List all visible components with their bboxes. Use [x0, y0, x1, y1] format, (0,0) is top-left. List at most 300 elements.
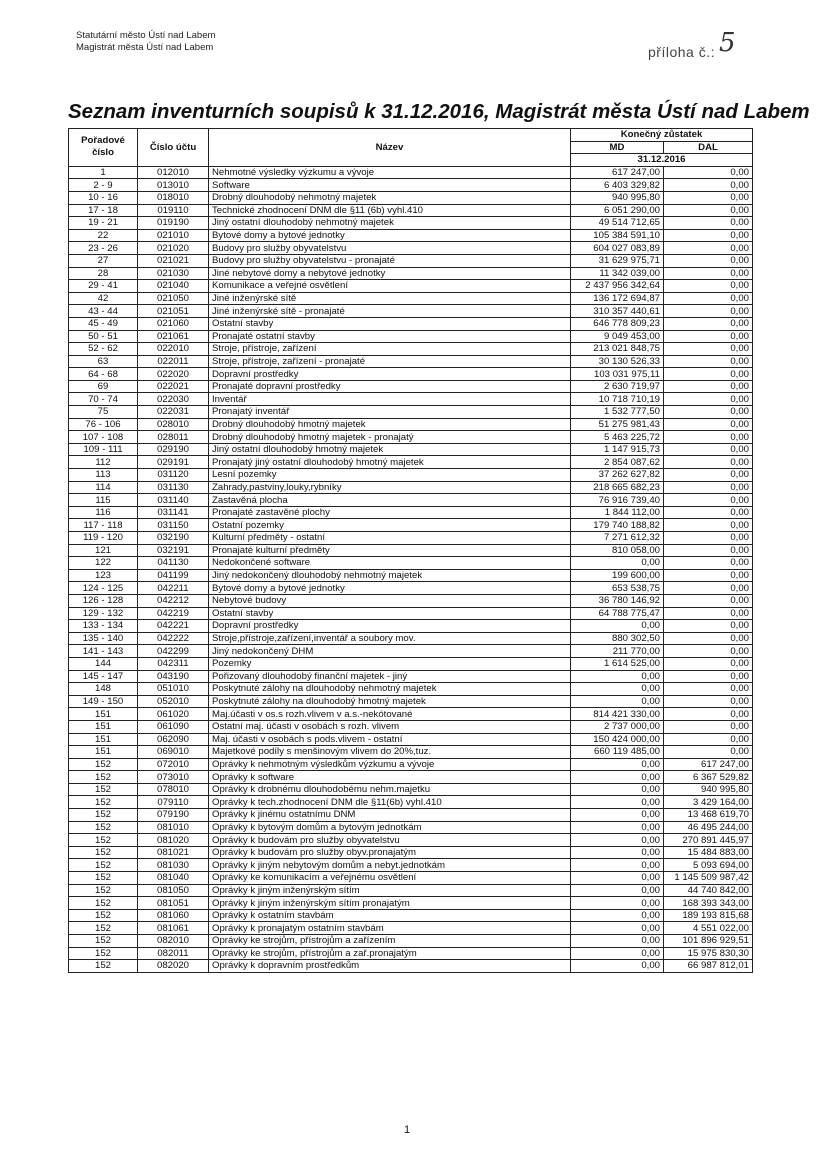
- cell-name: Budovy pro služby obyvatelstvu - pronajaté: [209, 254, 571, 267]
- cell-md: 103 031 975,11: [571, 368, 664, 381]
- header-md: MD: [571, 141, 664, 154]
- cell-dal: 0,00: [664, 418, 753, 431]
- cell-dal: 270 891 445,97: [664, 834, 753, 847]
- cell-md: 218 665 682,23: [571, 481, 664, 494]
- cell-md: 10 718 710,19: [571, 393, 664, 406]
- table-row: [69, 771, 753, 784]
- table-row: [69, 254, 753, 267]
- cell-account-number: 028011: [138, 431, 209, 444]
- cell-dal: 0,00: [664, 657, 753, 670]
- cell-account-number: 042222: [138, 632, 209, 645]
- cell-md: 0,00: [571, 695, 664, 708]
- cell-order-number: 152: [69, 809, 138, 822]
- table-row: [69, 229, 753, 242]
- cell-md: 2 630 719,97: [571, 380, 664, 393]
- cell-name: Ostatní pozemky: [209, 519, 571, 532]
- cell-name: Majetkové podíly s menšinovým vlivem do 20%,tuz.: [209, 746, 571, 759]
- cell-order-number: 112: [69, 456, 138, 469]
- table-row: [69, 872, 753, 885]
- cell-order-number: 28: [69, 267, 138, 280]
- cell-account-number: 021021: [138, 254, 209, 267]
- cell-dal: 0,00: [664, 443, 753, 456]
- cell-dal: 0,00: [664, 217, 753, 230]
- cell-name: Kulturní předměty - ostatní: [209, 532, 571, 545]
- cell-md: 0,00: [571, 922, 664, 935]
- table-row: [69, 355, 753, 368]
- cell-md: 0,00: [571, 846, 664, 859]
- table-row: [69, 481, 753, 494]
- cell-name: Dopravní prostředky: [209, 368, 571, 381]
- cell-account-number: 021020: [138, 242, 209, 255]
- cell-name: Oprávky k tech.zhodnocení DNM dle §11(6b) vyhl.410: [209, 796, 571, 809]
- cell-dal: 0,00: [664, 305, 753, 318]
- cell-order-number: 151: [69, 720, 138, 733]
- cell-dal: 0,00: [664, 368, 753, 381]
- cell-order-number: 152: [69, 947, 138, 960]
- cell-dal: 0,00: [664, 267, 753, 280]
- header-name: Název: [209, 129, 571, 167]
- cell-name: Poskytnuté zálohy na dlouhodobý hmotný majetek: [209, 695, 571, 708]
- cell-md: 0,00: [571, 909, 664, 922]
- cell-md: 653 538,75: [571, 582, 664, 595]
- cell-md: 2 737 000,00: [571, 720, 664, 733]
- table-row: [69, 217, 753, 230]
- cell-account-number: 019110: [138, 204, 209, 217]
- cell-md: 211 770,00: [571, 645, 664, 658]
- cell-name: Stroje, přístroje, zařízení - pronajaté: [209, 355, 571, 368]
- cell-account-number: 021050: [138, 292, 209, 305]
- cell-name: Oprávky k nehmotným výsledkům výzkumu a vývoje: [209, 758, 571, 771]
- cell-order-number: 42: [69, 292, 138, 305]
- header-final-balance: Konečný zůstatek: [571, 129, 753, 142]
- cell-order-number: 121: [69, 544, 138, 557]
- cell-order-number: 117 - 118: [69, 519, 138, 532]
- cell-order-number: 149 - 150: [69, 695, 138, 708]
- cell-account-number: 031140: [138, 494, 209, 507]
- table-row: [69, 569, 753, 582]
- document-title: Seznam inventurních soupisů k 31.12.2016, Magistrát města Ústí nad Labem: [68, 100, 810, 123]
- table-row: [69, 317, 753, 330]
- cell-name: Jiné inženýrské sítě - pronajaté: [209, 305, 571, 318]
- cell-account-number: 072010: [138, 758, 209, 771]
- cell-md: 0,00: [571, 557, 664, 570]
- cell-account-number: 022031: [138, 406, 209, 419]
- cell-dal: 0,00: [664, 683, 753, 696]
- table-row: [69, 909, 753, 922]
- cell-dal: 0,00: [664, 204, 753, 217]
- cell-account-number: 031150: [138, 519, 209, 532]
- table-row: [69, 380, 753, 393]
- table-row: [69, 632, 753, 645]
- cell-order-number: 64 - 68: [69, 368, 138, 381]
- cell-dal: 46 495 244,00: [664, 821, 753, 834]
- cell-name: Drobný dlouhodobý hmotný majetek: [209, 418, 571, 431]
- cell-account-number: 022010: [138, 343, 209, 356]
- cell-order-number: 1: [69, 166, 138, 179]
- cell-dal: 0,00: [664, 544, 753, 557]
- cell-order-number: 151: [69, 746, 138, 759]
- cell-account-number: 081040: [138, 872, 209, 885]
- table-row: [69, 494, 753, 507]
- table-row: [69, 720, 753, 733]
- cell-md: 0,00: [571, 859, 664, 872]
- cell-md: 604 027 083,89: [571, 242, 664, 255]
- cell-account-number: 081060: [138, 909, 209, 922]
- cell-account-number: 051010: [138, 683, 209, 696]
- cell-md: 11 342 039,00: [571, 267, 664, 280]
- attachment-label: [648, 28, 737, 64]
- cell-account-number: 073010: [138, 771, 209, 784]
- cell-order-number: 152: [69, 960, 138, 973]
- cell-account-number: 041199: [138, 569, 209, 582]
- cell-name: Stroje, přístroje, zařízení: [209, 343, 571, 356]
- cell-dal: 0,00: [664, 406, 753, 419]
- cell-dal: 168 393 343,00: [664, 897, 753, 910]
- table-row: [69, 544, 753, 557]
- cell-dal: 0,00: [664, 569, 753, 582]
- cell-name: Oprávky k budovám pro služby obyv.pronajatým: [209, 846, 571, 859]
- table-row: [69, 859, 753, 872]
- cell-account-number: 021030: [138, 267, 209, 280]
- cell-md: 37 262 627,82: [571, 469, 664, 482]
- cell-dal: 13 468 619,70: [664, 809, 753, 822]
- cell-dal: 0,00: [664, 229, 753, 242]
- cell-md: 0,00: [571, 783, 664, 796]
- cell-md: 0,00: [571, 758, 664, 771]
- inventory-table: [68, 128, 753, 973]
- cell-name: Dopravní prostředky: [209, 620, 571, 633]
- table-row: [69, 607, 753, 620]
- cell-name: Oprávky k software: [209, 771, 571, 784]
- cell-name: Pronajaté dopravní prostředky: [209, 380, 571, 393]
- cell-order-number: 45 - 49: [69, 317, 138, 330]
- cell-md: 0,00: [571, 620, 664, 633]
- cell-order-number: 76 - 106: [69, 418, 138, 431]
- cell-order-number: 2 - 9: [69, 179, 138, 192]
- table-row: [69, 406, 753, 419]
- cell-order-number: 129 - 132: [69, 607, 138, 620]
- cell-name: Oprávky k jiným nebytovým domům a nebyt.jednotkám: [209, 859, 571, 872]
- cell-order-number: 109 - 111: [69, 443, 138, 456]
- cell-order-number: 152: [69, 884, 138, 897]
- table-row: [69, 796, 753, 809]
- table-row: [69, 582, 753, 595]
- cell-account-number: 069010: [138, 746, 209, 759]
- cell-account-number: 031130: [138, 481, 209, 494]
- cell-name: Jiné nebytové domy a nebytové jednotky: [209, 267, 571, 280]
- header-city: Statutární město Ústí nad Labem: [76, 30, 216, 41]
- cell-name: Maj.účasti v os.s rozh.vlivem v a.s.-nekótované: [209, 708, 571, 721]
- cell-md: 31 629 975,71: [571, 254, 664, 267]
- cell-dal: 0,00: [664, 494, 753, 507]
- cell-name: Oprávky k drobnému dlouhodobému nehm.majetku: [209, 783, 571, 796]
- table-header: [69, 129, 753, 167]
- cell-order-number: 107 - 108: [69, 431, 138, 444]
- table-row: [69, 695, 753, 708]
- cell-md: 310 357 440,61: [571, 305, 664, 318]
- cell-order-number: 152: [69, 771, 138, 784]
- cell-name: Oprávky k ostatním stavbám: [209, 909, 571, 922]
- cell-account-number: 022011: [138, 355, 209, 368]
- cell-account-number: 082020: [138, 960, 209, 973]
- table-row: [69, 620, 753, 633]
- cell-dal: 0,00: [664, 481, 753, 494]
- cell-order-number: 152: [69, 821, 138, 834]
- cell-md: 7 271 612,32: [571, 532, 664, 545]
- table-row: [69, 922, 753, 935]
- cell-name: Komunikace a veřejné osvětlení: [209, 280, 571, 293]
- cell-md: 617 247,00: [571, 166, 664, 179]
- cell-dal: 0,00: [664, 582, 753, 595]
- cell-md: 9 049 453,00: [571, 330, 664, 343]
- cell-md: 2 854 087,62: [571, 456, 664, 469]
- cell-order-number: 144: [69, 657, 138, 670]
- cell-name: Oprávky k bytovým domům a bytovým jednotkám: [209, 821, 571, 834]
- cell-name: Nedokončené software: [209, 557, 571, 570]
- table-row: [69, 960, 753, 973]
- cell-order-number: 152: [69, 783, 138, 796]
- cell-md: 213 021 848,75: [571, 343, 664, 356]
- cell-md: 940 995,80: [571, 191, 664, 204]
- cell-order-number: 141 - 143: [69, 645, 138, 658]
- table-row: [69, 594, 753, 607]
- cell-dal: 0,00: [664, 532, 753, 545]
- cell-md: 880 302,50: [571, 632, 664, 645]
- cell-account-number: 043190: [138, 670, 209, 683]
- cell-order-number: 63: [69, 355, 138, 368]
- cell-md: 1 844 112,00: [571, 506, 664, 519]
- cell-order-number: 122: [69, 557, 138, 570]
- cell-name: Maj. účasti v osobách s pods.vlivem - ostatní: [209, 733, 571, 746]
- table-row: [69, 330, 753, 343]
- cell-account-number: 061090: [138, 720, 209, 733]
- header-dal: DAL: [664, 141, 753, 154]
- table-row: [69, 947, 753, 960]
- attachment-text: příloha č.:: [648, 44, 715, 60]
- cell-dal: 44 740 842,00: [664, 884, 753, 897]
- cell-dal: 0,00: [664, 519, 753, 532]
- cell-name: Jiný nedokončený DHM: [209, 645, 571, 658]
- cell-account-number: 061020: [138, 708, 209, 721]
- cell-dal: 0,00: [664, 431, 753, 444]
- attachment-number: 5: [718, 28, 737, 58]
- cell-order-number: 116: [69, 506, 138, 519]
- cell-md: 0,00: [571, 884, 664, 897]
- cell-order-number: 22: [69, 229, 138, 242]
- cell-account-number: 081010: [138, 821, 209, 834]
- cell-md: 810 058,00: [571, 544, 664, 557]
- cell-dal: 0,00: [664, 708, 753, 721]
- table-row: [69, 884, 753, 897]
- cell-name: Ostatní stavby: [209, 317, 571, 330]
- cell-dal: 0,00: [664, 645, 753, 658]
- cell-name: Jiné inženýrské sítě: [209, 292, 571, 305]
- cell-order-number: 152: [69, 897, 138, 910]
- table-row: [69, 179, 753, 192]
- cell-md: 1 532 777,50: [571, 406, 664, 419]
- table-row: [69, 267, 753, 280]
- table-row: [69, 343, 753, 356]
- cell-name: Pronajaté zastavěné plochy: [209, 506, 571, 519]
- cell-order-number: 75: [69, 406, 138, 419]
- table-row: [69, 166, 753, 179]
- header-order-number: Pořadové číslo: [69, 129, 138, 167]
- cell-account-number: 082011: [138, 947, 209, 960]
- cell-dal: 617 247,00: [664, 758, 753, 771]
- cell-dal: 101 896 929,51: [664, 935, 753, 948]
- cell-account-number: 042211: [138, 582, 209, 595]
- cell-order-number: 126 - 128: [69, 594, 138, 607]
- cell-dal: 940 995,80: [664, 783, 753, 796]
- cell-name: Oprávky k jiným inženýrským sítím: [209, 884, 571, 897]
- cell-md: 0,00: [571, 834, 664, 847]
- cell-name: Pořizovaný dlouhodobý finanční majetek - jiný: [209, 670, 571, 683]
- cell-md: 0,00: [571, 771, 664, 784]
- cell-name: Pozemky: [209, 657, 571, 670]
- cell-name: Oprávky ke strojům, přístrojům a zařízením: [209, 935, 571, 948]
- cell-account-number: 022021: [138, 380, 209, 393]
- cell-account-number: 081020: [138, 834, 209, 847]
- cell-order-number: 115: [69, 494, 138, 507]
- cell-md: 0,00: [571, 821, 664, 834]
- cell-account-number: 013010: [138, 179, 209, 192]
- cell-order-number: 113: [69, 469, 138, 482]
- cell-dal: 0,00: [664, 620, 753, 633]
- cell-dal: 0,00: [664, 317, 753, 330]
- table-row: [69, 305, 753, 318]
- cell-dal: 0,00: [664, 632, 753, 645]
- cell-name: Jiný ostatní dlouhodobý nehmotný majetek: [209, 217, 571, 230]
- table-row: [69, 557, 753, 570]
- cell-md: 814 421 330,00: [571, 708, 664, 721]
- table-row: [69, 431, 753, 444]
- cell-name: Drobný dlouhodobý hmotný majetek - pronajatý: [209, 431, 571, 444]
- table-row: [69, 683, 753, 696]
- cell-order-number: 133 - 134: [69, 620, 138, 633]
- cell-order-number: 152: [69, 758, 138, 771]
- cell-name: Bytové domy a bytové jednotky: [209, 229, 571, 242]
- table-row: [69, 532, 753, 545]
- cell-account-number: 042219: [138, 607, 209, 620]
- table-row: [69, 758, 753, 771]
- cell-account-number: 031120: [138, 469, 209, 482]
- cell-dal: 4 551 022,00: [664, 922, 753, 935]
- table-row: [69, 191, 753, 204]
- cell-order-number: 152: [69, 834, 138, 847]
- cell-account-number: 081050: [138, 884, 209, 897]
- cell-account-number: 032190: [138, 532, 209, 545]
- cell-account-number: 079110: [138, 796, 209, 809]
- page-header: [76, 30, 215, 54]
- cell-account-number: 081030: [138, 859, 209, 872]
- header-date: 31.12.2016: [571, 154, 753, 167]
- cell-order-number: 145 - 147: [69, 670, 138, 683]
- cell-order-number: 152: [69, 909, 138, 922]
- table-row: [69, 746, 753, 759]
- cell-name: Pronajatý inventář: [209, 406, 571, 419]
- cell-dal: 0,00: [664, 456, 753, 469]
- cell-name: Ostatní maj. účasti v osobách s rozh. vlivem: [209, 720, 571, 733]
- cell-dal: 0,00: [664, 557, 753, 570]
- cell-dal: 0,00: [664, 292, 753, 305]
- header-office: Magistrát města Ústí nad Labem: [76, 42, 214, 53]
- cell-dal: 0,00: [664, 343, 753, 356]
- cell-order-number: 69: [69, 380, 138, 393]
- table-row: [69, 645, 753, 658]
- cell-order-number: 52 - 62: [69, 343, 138, 356]
- cell-dal: 3 429 164,00: [664, 796, 753, 809]
- cell-md: 646 778 809,23: [571, 317, 664, 330]
- cell-name: Pronajaté kulturní předměty: [209, 544, 571, 557]
- cell-order-number: 17 - 18: [69, 204, 138, 217]
- cell-md: 1 614 525,00: [571, 657, 664, 670]
- cell-md: 0,00: [571, 683, 664, 696]
- cell-name: Zastavěná plocha: [209, 494, 571, 507]
- table-row: [69, 783, 753, 796]
- cell-md: 6 403 329,82: [571, 179, 664, 192]
- cell-name: Oprávky k jinému ostatnímu DNM: [209, 809, 571, 822]
- cell-account-number: 082010: [138, 935, 209, 948]
- cell-md: 1 147 915,73: [571, 443, 664, 456]
- cell-order-number: 119 - 120: [69, 532, 138, 545]
- cell-dal: 6 367 529,82: [664, 771, 753, 784]
- cell-name: Jiný ostatní dlouhodobý hmotný majetek: [209, 443, 571, 456]
- cell-md: 0,00: [571, 796, 664, 809]
- cell-order-number: 50 - 51: [69, 330, 138, 343]
- header-account-number: Číslo účtu: [138, 129, 209, 167]
- cell-md: 6 051 290,00: [571, 204, 664, 217]
- cell-account-number: 079190: [138, 809, 209, 822]
- cell-name: Oprávky k dopravním prostředkům: [209, 960, 571, 973]
- table-row: [69, 846, 753, 859]
- cell-md: 136 172 694,87: [571, 292, 664, 305]
- cell-account-number: 031141: [138, 506, 209, 519]
- cell-dal: 189 193 815,68: [664, 909, 753, 922]
- cell-dal: 0,00: [664, 670, 753, 683]
- cell-md: 36 780 146,92: [571, 594, 664, 607]
- cell-dal: 0,00: [664, 330, 753, 343]
- cell-dal: 5 093 694,00: [664, 859, 753, 872]
- cell-name: Oprávky k budovám pro služby obyvatelstvu: [209, 834, 571, 847]
- cell-order-number: 19 - 21: [69, 217, 138, 230]
- cell-order-number: 23 - 26: [69, 242, 138, 255]
- table-row: [69, 292, 753, 305]
- cell-dal: 1 145 509 987,42: [664, 872, 753, 885]
- table-row: [69, 897, 753, 910]
- cell-dal: 0,00: [664, 393, 753, 406]
- table-row: [69, 733, 753, 746]
- cell-dal: 15 484 883,00: [664, 846, 753, 859]
- cell-account-number: 081021: [138, 846, 209, 859]
- table-row: [69, 456, 753, 469]
- cell-md: 150 424 000,00: [571, 733, 664, 746]
- table-row: [69, 657, 753, 670]
- cell-order-number: 152: [69, 935, 138, 948]
- table-row: [69, 443, 753, 456]
- cell-name: Oprávky ke komunikacím a veřejnému osvětlení: [209, 872, 571, 885]
- cell-dal: 0,00: [664, 733, 753, 746]
- cell-account-number: 021051: [138, 305, 209, 318]
- table-row: [69, 506, 753, 519]
- cell-dal: 0,00: [664, 254, 753, 267]
- cell-dal: 0,00: [664, 179, 753, 192]
- cell-md: 199 600,00: [571, 569, 664, 582]
- cell-order-number: 10 - 16: [69, 191, 138, 204]
- cell-order-number: 135 - 140: [69, 632, 138, 645]
- cell-name: Ostatní stavby: [209, 607, 571, 620]
- cell-order-number: 114: [69, 481, 138, 494]
- cell-name: Budovy pro služby obyvatelstvu: [209, 242, 571, 255]
